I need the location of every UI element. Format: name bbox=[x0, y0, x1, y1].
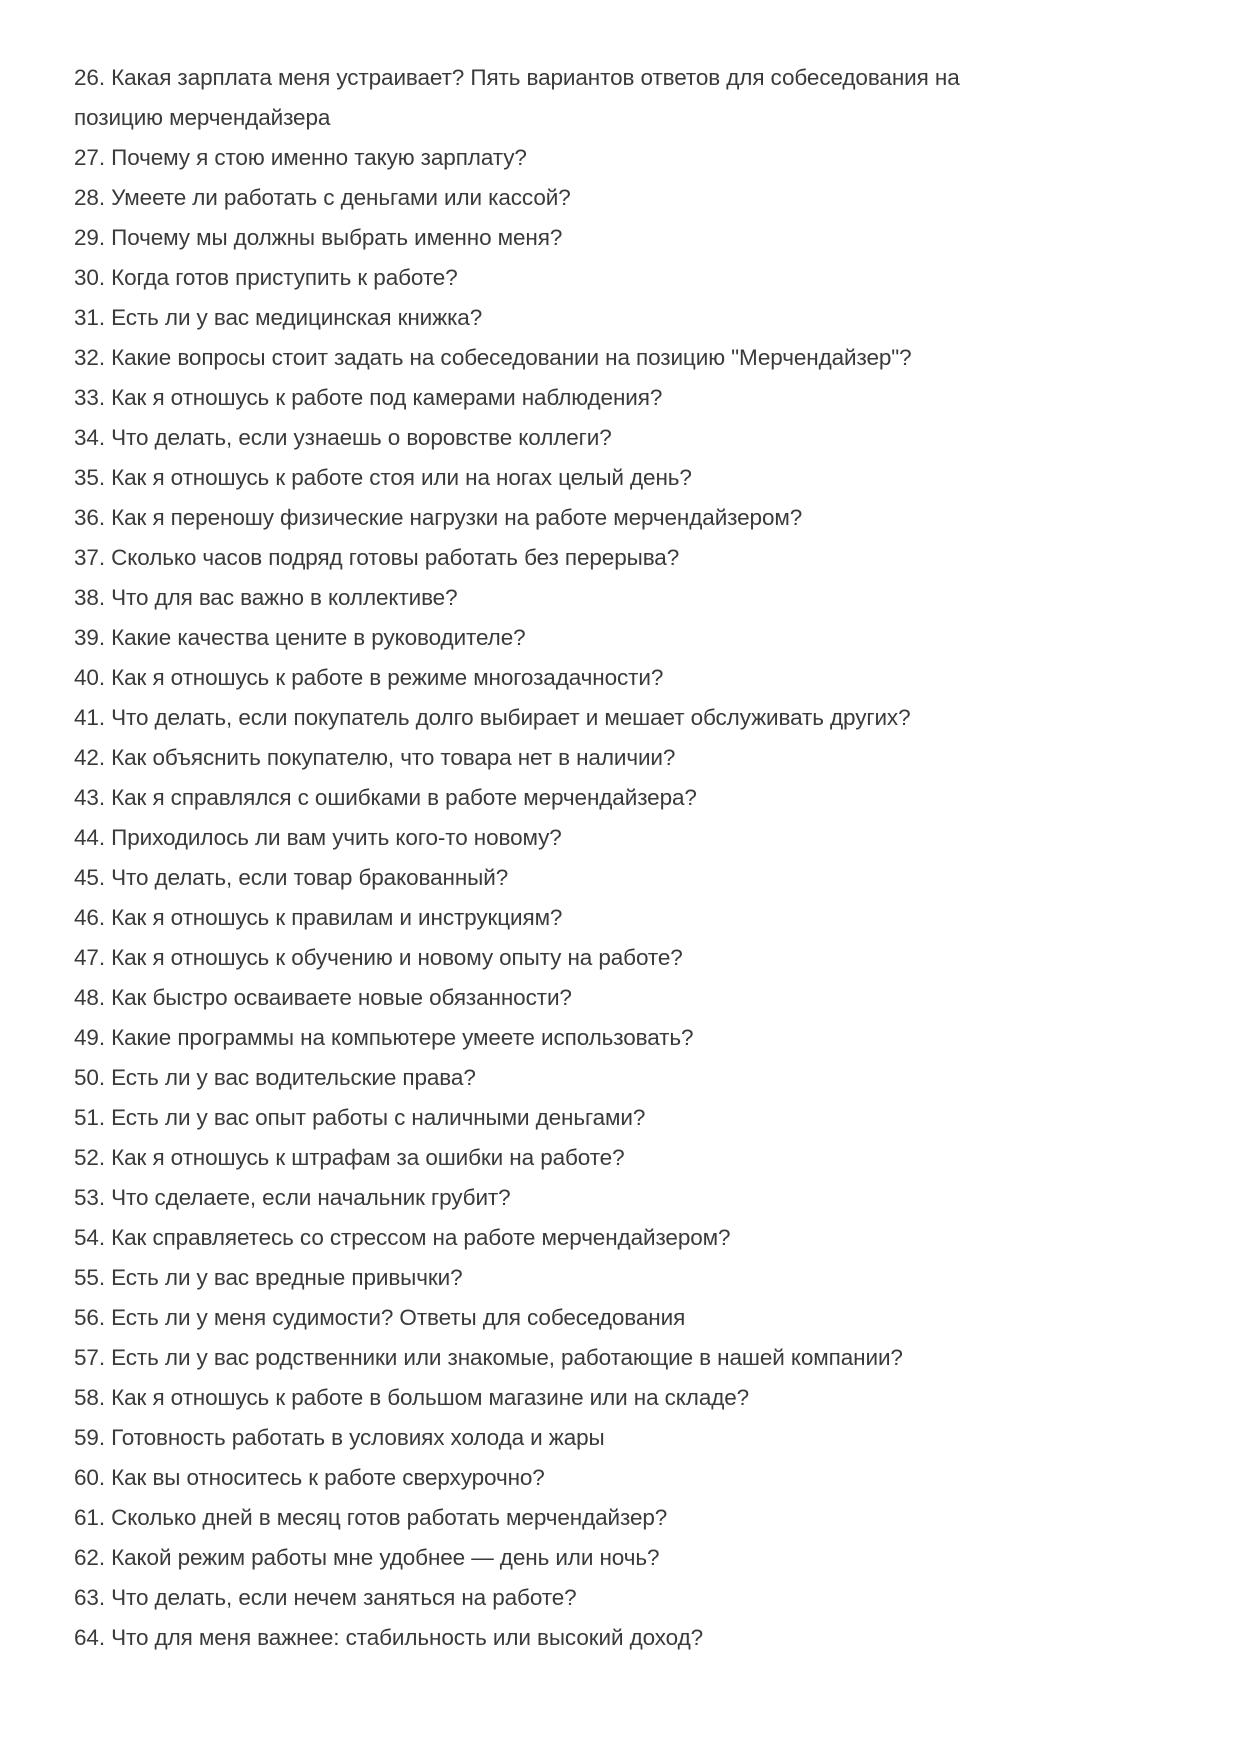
list-item: 61. Сколько дней в месяц готов работать мерчендайзер? bbox=[74, 1505, 668, 1530]
list-item: 60. Как вы относитесь к работе сверхурочно? bbox=[74, 1465, 545, 1490]
list-item: 51. Есть ли у вас опыт работы с наличными деньгами? bbox=[74, 1105, 646, 1130]
list-item: 29. Почему мы должны выбрать именно меня? bbox=[74, 225, 563, 250]
list-item: 48. Как быстро осваиваете новые обязанности? bbox=[74, 985, 572, 1010]
list-item: 58. Как я отношусь к работе в большом магазине или на складе? bbox=[74, 1385, 750, 1410]
list-item: 31. Есть ли у вас медицинская книжка? bbox=[74, 305, 483, 330]
list-item: 27. Почему я стою именно такую зарплату? bbox=[74, 145, 527, 170]
list-item: 30. Когда готов приступить к работе? bbox=[74, 265, 458, 290]
list-item: 57. Есть ли у вас родственники или знакомые, работающие в нашей компании? bbox=[74, 1345, 903, 1370]
list-item: 64. Что для меня важнее: стабильность или высокий доход? bbox=[74, 1625, 704, 1650]
list-item: 54. Как справляетесь со стрессом на работе мерчендайзером? bbox=[74, 1225, 731, 1250]
list-item: 59. Готовность работать в условиях холода и жары bbox=[74, 1425, 605, 1450]
list-item: 40. Как я отношусь к работе в режиме многозадачности? bbox=[74, 665, 664, 690]
list-item: 44. Приходилось ли вам учить кого-то новому? bbox=[74, 825, 562, 850]
list-item: 41. Что делать, если покупатель долго выбирает и мешает обслуживать других? bbox=[74, 705, 911, 730]
list-item: 55. Есть ли у вас вредные привычки? bbox=[74, 1265, 463, 1290]
list-item: 56. Есть ли у меня судимости? Ответы для собеседования bbox=[74, 1305, 686, 1330]
list-item: 63. Что делать, если нечем заняться на работе? bbox=[74, 1585, 577, 1610]
list-item: 34. Что делать, если узнаешь о воровстве коллеги? bbox=[74, 425, 612, 450]
list-item: 46. Как я отношусь к правилам и инструкциям? bbox=[74, 905, 563, 930]
list-item: 39. Какие качества цените в руководителе? bbox=[74, 625, 526, 650]
list-item: 52. Как я отношусь к штрафам за ошибки на работе? bbox=[74, 1145, 625, 1170]
list-item: 47. Как я отношусь к обучению и новому опыту на работе? bbox=[74, 945, 683, 970]
list-item: 45. Что делать, если товар бракованный? bbox=[74, 865, 509, 890]
list-item: 42. Как объяснить покупателю, что товара нет в наличии? bbox=[74, 745, 676, 770]
list-item: 43. Как я справлялся с ошибками в работе мерчендайзера? bbox=[74, 785, 697, 810]
list-item: 26. Какая зарплата меня устраивает? Пять вариантов ответов для собеседования на позицию мерчендайзера bbox=[74, 65, 960, 130]
list-item: 35. Как я отношусь к работе стоя или на ногах целый день? bbox=[74, 465, 692, 490]
list-item: 49. Какие программы на компьютере умеете использовать? bbox=[74, 1025, 694, 1050]
list-item: 33. Как я отношусь к работе под камерами наблюдения? bbox=[74, 385, 663, 410]
list-item: 62. Какой режим работы мне удобнее — день или ночь? bbox=[74, 1545, 660, 1570]
list-item: 32. Какие вопросы стоит задать на собеседовании на позицию "Мерчендайзер"? bbox=[74, 345, 912, 370]
question-list bbox=[74, 58, 1166, 1658]
list-item: 53. Что сделаете, если начальник грубит? bbox=[74, 1185, 511, 1210]
list-item: 28. Умеете ли работать с деньгами или кассой? bbox=[74, 185, 571, 210]
list-item: 50. Есть ли у вас водительские права? bbox=[74, 1065, 476, 1090]
list-item: 36. Как я переношу физические нагрузки на работе мерчендайзером? bbox=[74, 505, 803, 530]
list-item: 38. Что для вас важно в коллективе? bbox=[74, 585, 458, 610]
list-item: 37. Сколько часов подряд готовы работать без перерыва? bbox=[74, 545, 680, 570]
